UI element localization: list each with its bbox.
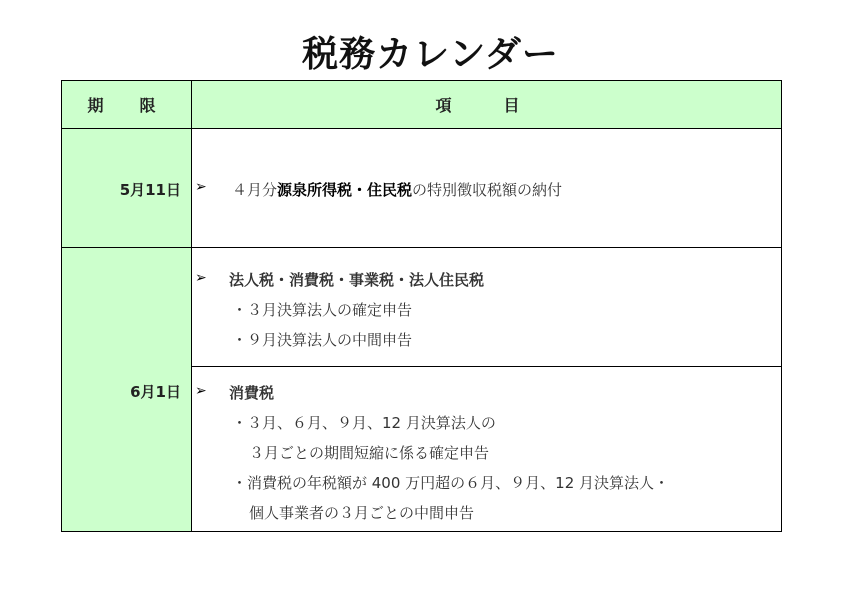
- list-item: ・消費税の年税額が 400 万円超の６月、９月、12 月決算法人・: [232, 474, 670, 492]
- page-title: 税務カレンダー: [302, 34, 559, 75]
- header-item-cell: [192, 81, 781, 129]
- list-item: [232, 179, 562, 200]
- section-heading: 消費税: [229, 384, 275, 402]
- item-bold: 源泉所得税・住民税: [277, 181, 413, 199]
- item-cell-june-consumption: [192, 367, 781, 531]
- arrow-bullet-icon: ➢: [195, 179, 207, 195]
- date-label: 6月1日: [130, 383, 181, 401]
- list-item: ・３月、６月、９月、12 月決算法人の: [232, 414, 496, 432]
- tax-calendar-table: [61, 80, 782, 532]
- item-cell-may: [192, 129, 781, 248]
- list-item: ・９月決算法人の中間申告: [232, 331, 413, 349]
- header-date-label: 期 限: [87, 96, 166, 115]
- item-cell-june-corporate: [192, 248, 781, 367]
- date-cell-may: [62, 129, 192, 248]
- list-item: ３月ごとの期間短縮に係る確定申告: [249, 444, 490, 462]
- header-date-cell: [62, 81, 192, 129]
- arrow-bullet-icon: ➢: [195, 270, 207, 286]
- date-cell-june: [62, 248, 192, 531]
- item-prefix: ４月分: [232, 181, 278, 199]
- section-heading: 法人税・消費税・事業税・法人住民税: [229, 271, 485, 289]
- list-item: 個人事業者の３月ごとの中間申告: [249, 504, 475, 522]
- list-item: ・３月決算法人の確定申告: [232, 301, 413, 319]
- date-label: 5月11日: [119, 181, 181, 199]
- arrow-bullet-icon: ➢: [195, 383, 207, 399]
- item-suffix: の特別徴収税額の納付: [412, 181, 563, 199]
- header-item-label: 項 目: [435, 96, 538, 115]
